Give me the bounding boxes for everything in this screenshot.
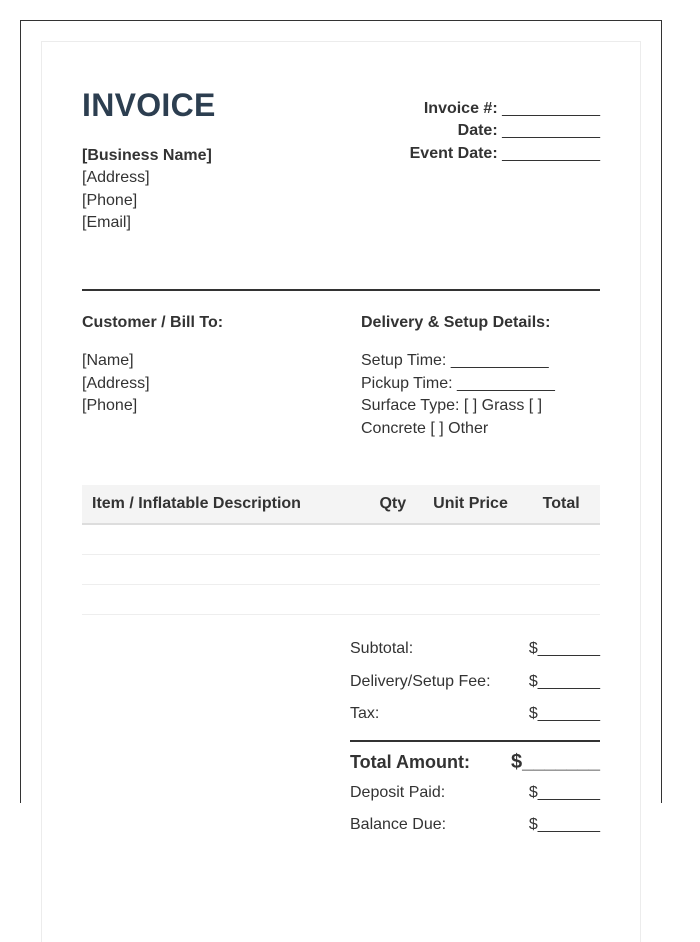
- customer-section: [82, 312, 332, 418]
- delivery-section: [361, 312, 601, 440]
- subtotal-value: $_______: [528, 640, 600, 657]
- header-divider: [82, 289, 600, 291]
- subtotal-label: Subtotal:: [350, 640, 414, 657]
- col-total: Total: [522, 485, 600, 524]
- business-address: [Address]: [82, 169, 150, 187]
- items-table: [82, 485, 600, 615]
- customer-phone: [Phone]: [82, 397, 138, 415]
- deposit-row: [350, 782, 600, 815]
- table-cell: [522, 555, 600, 585]
- date-label: Date:: [457, 122, 498, 140]
- delivery-fee-row: [350, 671, 600, 704]
- customer-address: [Address]: [82, 374, 150, 392]
- invoice-number-label: Invoice #:: [423, 100, 498, 117]
- setup-time: Setup Time: ___________: [361, 352, 549, 370]
- invoice-number-blank: ___________: [502, 100, 600, 117]
- col-unit-price: Unit Price: [419, 485, 523, 524]
- invoice-meta: [410, 98, 600, 165]
- col-description: Item / Inflatable Description: [82, 485, 367, 524]
- total-amount-row: [350, 742, 600, 782]
- tax-value: $_______: [528, 705, 600, 722]
- table-cell: [82, 524, 367, 555]
- subtotal-row: [350, 638, 600, 671]
- delivery-heading: Delivery & Setup Details:: [361, 314, 551, 331]
- date-row: [410, 120, 600, 142]
- table-cell: [82, 585, 367, 615]
- customer-name: [Name]: [82, 352, 134, 370]
- pickup-time: Pickup Time: ___________: [361, 374, 555, 392]
- tax-row: [350, 703, 600, 736]
- col-qty: Qty: [367, 485, 419, 524]
- deposit-value: $_______: [528, 783, 600, 801]
- table-cell: [419, 524, 523, 555]
- event-date-label: Event Date:: [409, 144, 498, 162]
- total-amount-label: Total Amount:: [350, 751, 470, 772]
- balance-due-row: [350, 814, 600, 847]
- date-blank: ___________: [502, 122, 600, 140]
- tax-label: Tax:: [350, 705, 380, 722]
- invoice-page: [41, 41, 641, 942]
- table-cell: [522, 524, 600, 555]
- invoice-number-row: [410, 98, 600, 120]
- surface-type-line2: Concrete [ ] Other: [361, 419, 489, 437]
- totals-section: [350, 638, 600, 847]
- surface-type-line1: Surface Type: [ ] Grass [ ]: [361, 397, 543, 415]
- table-cell: [367, 585, 419, 615]
- event-date-row: [410, 143, 600, 165]
- delivery-fee-value: $_______: [528, 672, 600, 690]
- table-row: [82, 585, 600, 615]
- document-viewport[interactable]: [20, 20, 662, 833]
- table-cell: [522, 585, 600, 615]
- balance-due-label: Balance Due:: [350, 816, 447, 833]
- total-amount-value: $_______: [511, 750, 600, 773]
- table-row: [82, 555, 600, 585]
- table-cell: [419, 585, 523, 615]
- customer-heading: Customer / Bill To:: [82, 314, 224, 331]
- items-header-row: [82, 485, 600, 524]
- delivery-fee-label: Delivery/Setup Fee:: [350, 672, 491, 690]
- table-cell: [419, 555, 523, 585]
- business-name: [Business Name]: [82, 147, 212, 164]
- invoice-title: INVOICE: [82, 87, 216, 123]
- table-cell: [367, 555, 419, 585]
- deposit-label: Deposit Paid:: [350, 783, 446, 801]
- table-row: [82, 524, 600, 555]
- event-date-blank: ___________: [502, 144, 600, 162]
- table-cell: [367, 524, 419, 555]
- business-phone: [Phone]: [82, 191, 138, 209]
- table-cell: [82, 555, 367, 585]
- business-info: [82, 145, 212, 235]
- balance-due-value: $_______: [528, 816, 600, 833]
- business-email: [Email]: [82, 214, 131, 232]
